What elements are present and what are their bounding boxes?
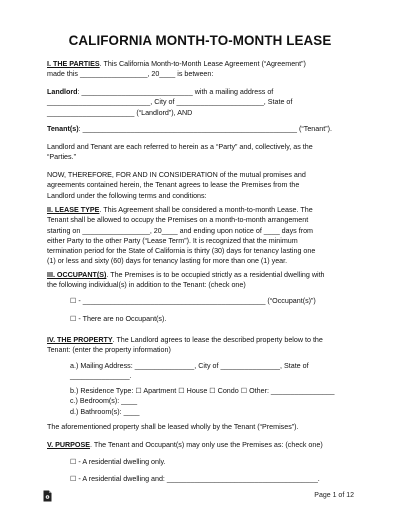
lease-type-text-3: starting on _________________, 20____ and ending upon notice of ____ days from <box>47 226 314 235</box>
occupants-option-2[interactable] <box>47 314 357 324</box>
section-landlord <box>47 87 357 118</box>
parties-text-2: made this _________________, 20____ is between: <box>47 70 214 79</box>
parties-text-1: . This California Month-to-Month Lease Agreement (“Agreement”) <box>99 60 306 68</box>
consideration-text-3: Landlord under the following terms and conditions: <box>47 191 207 200</box>
occupants-option-1-text: ☐ - ______________________________________________ (“Occupant(s)”) <box>70 297 316 305</box>
parties-heading: I. THE PARTIES <box>47 60 100 68</box>
property-heading: IV. THE PROPERTY <box>47 336 113 344</box>
purpose-option-1[interactable] <box>47 457 357 467</box>
occupants-option-1[interactable] <box>47 296 357 306</box>
landlord-text-2: __________________________, City of ______________________, State of <box>47 98 293 107</box>
lease-type-text-4: either Party to the other Party (“Lease Term”). It is recognized that the minimum <box>47 236 298 245</box>
lease-type-heading: II. LEASE TYPE <box>47 206 100 214</box>
section-purpose <box>47 440 357 450</box>
section-tenant <box>47 124 357 134</box>
landlord-text-3: ______________________ (“Landlord”), AND <box>47 108 193 117</box>
occupants-heading: III. OCCUPANT(S) <box>47 271 107 279</box>
purpose-option-2-text: ☐ - A residential dwelling and: ______________________________________. <box>70 475 320 483</box>
landlord-text-1: : ____________________________ with a mailing address of <box>77 88 274 96</box>
section-consideration <box>47 170 357 201</box>
property-bedrooms[interactable]: c.) Bedroom(s): ____ <box>70 397 138 406</box>
landlord-label: Landlord <box>47 88 78 96</box>
property-residence-type[interactable]: b.) Residence Type: ☐ Apartment ☐ House ☐ Condo ☐ Other: ________________ <box>70 387 335 395</box>
document-icon <box>43 490 52 502</box>
party-text-1: Landlord and Tenant are each referred to herein as a “Party” and, collectively, as the <box>47 143 313 151</box>
lease-type-text-5: termination period for the State of California is thirty (30) days for tenancy lasting one <box>47 247 316 256</box>
property-premises-note <box>47 422 357 432</box>
lease-type-text-1: . This Agreement shall be considered a month-to-month Lease. The <box>99 206 313 214</box>
lease-type-text-6: (1) or less and sixty (60) days for tenancy lasting for more than one (1) year. <box>47 257 288 266</box>
property-address-line-1[interactable]: a.) Mailing Address: _______________, City of _______________, State of <box>70 362 309 370</box>
section-party-definition <box>47 142 357 163</box>
property-fields <box>47 361 357 382</box>
property-text-2: Tenant: (enter the property information) <box>47 346 171 355</box>
property-bathrooms[interactable]: d.) Bathroom(s): ____ <box>70 407 140 416</box>
section-occupants <box>47 270 357 291</box>
tenant-text-1: : ______________________________________________________ (“Tenant”). <box>78 125 332 133</box>
document-title: CALIFORNIA MONTH-TO-MONTH LEASE <box>68 33 332 48</box>
property-text-1: . The Landlord agrees to lease the described property below to the <box>112 336 323 344</box>
occupants-text-1: . The Premises is to be occupied strictly as a residential dwelling with <box>106 271 325 279</box>
party-text-2: “Parties.” <box>47 153 76 162</box>
tenant-label: Tenant(s) <box>47 125 79 133</box>
purpose-option-1-text: ☐ - A residential dwelling only. <box>70 458 166 466</box>
page-number: Page 1 of 12 <box>314 492 354 499</box>
purpose-option-2[interactable] <box>47 474 357 484</box>
lease-type-text-2: Tenant shall be allowed to occupy the Premises on a month-to-month arrangement <box>47 216 309 225</box>
purpose-heading: V. PURPOSE <box>47 441 90 449</box>
section-lease-type <box>47 205 357 267</box>
section-property <box>47 335 357 356</box>
property-address-line-2[interactable]: _______________. <box>70 372 132 381</box>
property-after-text: The aforementioned property shall be leased wholly by the Tenant (“Premises”). <box>47 423 299 431</box>
property-fields-2 <box>47 386 357 417</box>
occupants-text-2: the following individual(s) in addition to the Tenant: (check one) <box>47 281 246 290</box>
occupants-option-2-text: ☐ - There are no Occupant(s). <box>70 315 167 323</box>
consideration-text-1: NOW, THEREFORE, FOR AND IN CONSIDERATION of the mutual promises and <box>47 171 306 179</box>
consideration-text-2: agreements contained herein, the Tenant agrees to lease the Premises from the <box>47 181 300 190</box>
section-parties <box>47 59 357 80</box>
purpose-text-1: . The Tenant and Occupant(s) may only use the Premises as: (check one) <box>90 441 323 449</box>
